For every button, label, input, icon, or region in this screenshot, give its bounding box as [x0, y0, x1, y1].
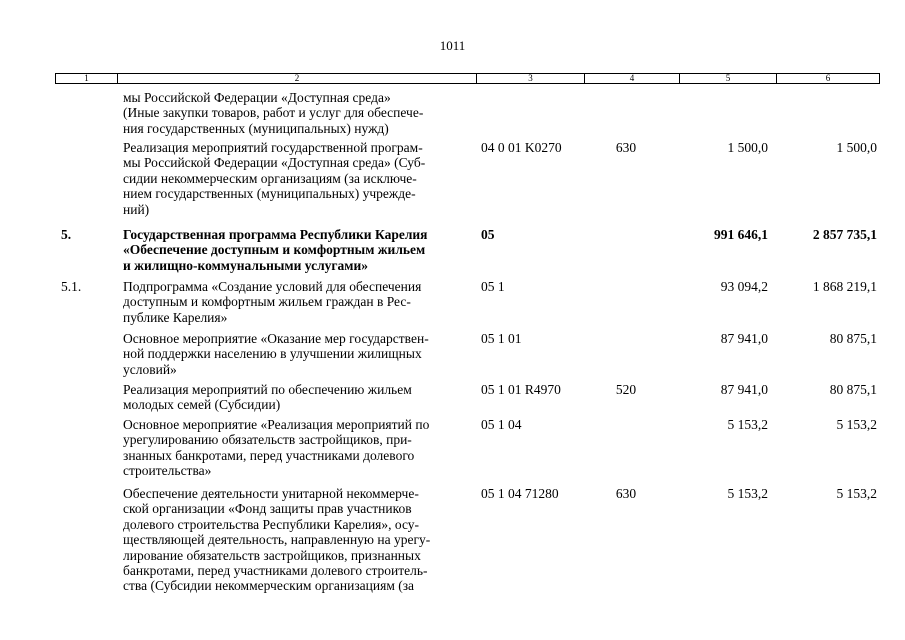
row-amount-1: 1 500,0 [727, 140, 768, 155]
row-code: 04 0 01 K0270 [481, 140, 562, 155]
row-name: Обеспечение деятельности унитарной некоммерче- ской организации «Фонд защиты прав участников долевого строительства Республики Карелия», осу- ществляющей деятельность, направленную на урегу- лирование обязательств застройщиков, признанных банкротами, перед участниками долевого строитель- ства (Субсидии некоммерческим организациям (за [123, 486, 431, 594]
row-type: 630 [615, 486, 637, 501]
row-name: Основное мероприятие «Оказание мер государствен- ной поддержки населению в улучшении жилищных условий» [123, 331, 429, 377]
row-number: 5. [61, 227, 72, 242]
row-code: 05 1 [481, 279, 505, 294]
header-col-5: 5 [680, 74, 777, 83]
row-amount-1: 991 646,1 [714, 227, 768, 242]
row-name: Подпрограмма «Создание условий для обеспечения доступным и комфортным жильем граждан в Рес- публике Карелия» [123, 279, 422, 325]
row-amount-1: 93 094,2 [720, 279, 768, 294]
table-header-row [55, 73, 880, 84]
row-amount-1: 87 941,0 [720, 382, 768, 397]
row-code: 05 1 04 71280 [481, 486, 559, 501]
row-amount-2: 1 868 219,1 [812, 279, 877, 294]
row-name: Реализация мероприятий государственной програм- мы Российской Федерации «Доступная среда» (Суб- сидии некоммерческим организациям (за исключе- нием государственных (муниципальных) учрежде- ний) [123, 140, 426, 217]
row-amount-2: 80 875,1 [829, 382, 877, 397]
row-amount-2: 5 153,2 [836, 486, 877, 501]
header-col-1: 1 [56, 74, 118, 83]
header-col-6: 6 [825, 73, 831, 83]
row-amount-2: 5 153,2 [836, 417, 877, 432]
row-name: Государственная программа Республики Карелия «Обеспечение доступным и комфортным жильем и жилищно-коммунальными услугами» [123, 227, 428, 273]
row-amount-1: 87 941,0 [720, 331, 768, 346]
row-amount-2: 80 875,1 [829, 331, 877, 346]
row-name: мы Российской Федерации «Доступная среда» (Иные закупки товаров, работ и услуг для обеспече- ния государственных (муниципальных) нужд) [123, 90, 424, 136]
row-code: 05 1 01 [481, 331, 522, 346]
row-code: 05 1 04 [481, 417, 522, 432]
row-amount-2: 1 500,0 [836, 140, 877, 155]
row-code: 05 [481, 227, 495, 242]
row-type: 630 [615, 140, 637, 155]
row-number: 5.1. [61, 279, 82, 294]
header-col-3: 3 [477, 74, 585, 83]
row-type: 520 [615, 382, 637, 397]
page-number: 1011 [439, 38, 466, 53]
header-col-4: 4 [585, 74, 680, 83]
row-amount-1: 5 153,2 [727, 417, 768, 432]
row-name: Реализация мероприятий по обеспечению жильем молодых семей (Субсидии) [123, 382, 412, 413]
row-amount-2: 2 857 735,1 [812, 227, 877, 242]
row-code: 05 1 01 R4970 [481, 382, 561, 397]
header-col-2: 2 [118, 74, 477, 83]
row-amount-1: 5 153,2 [727, 486, 768, 501]
row-name: Основное мероприятие «Реализация мероприятий по урегулированию обязательств застройщиков, при- знанных банкротами, перед участниками долевого строительства» [123, 417, 430, 479]
